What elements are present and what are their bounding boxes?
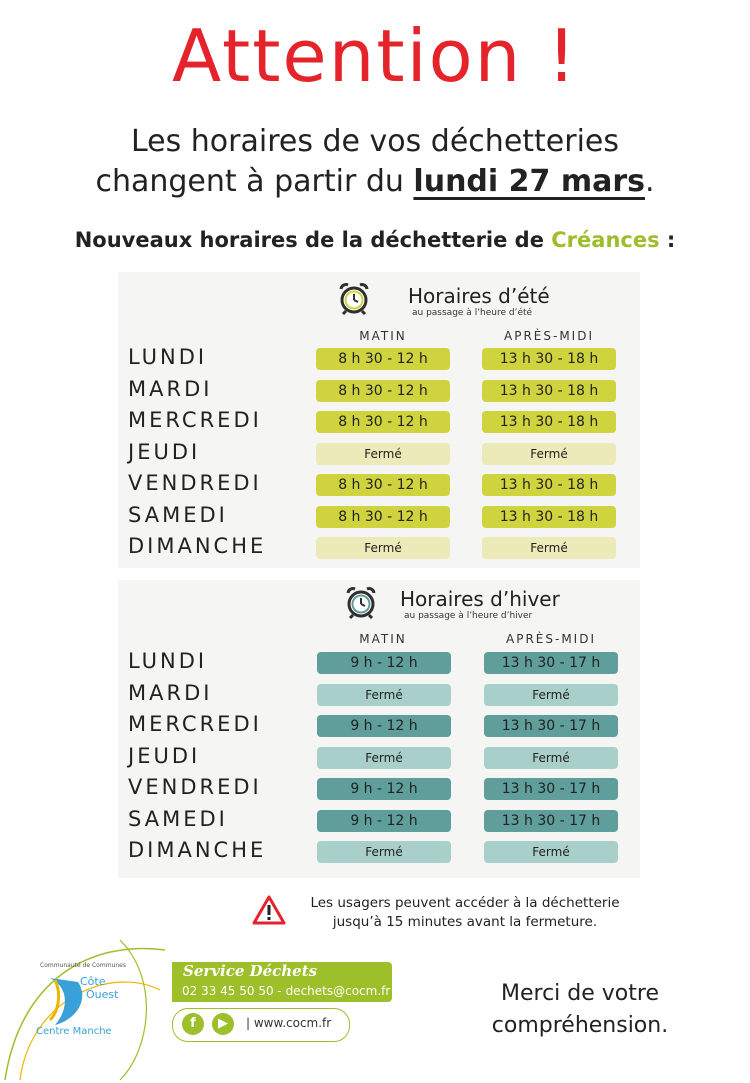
summer-day-label: DIMANCHE	[128, 534, 267, 558]
service-contact: 02 33 45 50 50 - dechets@cocm.fr	[182, 984, 391, 998]
thanks-message	[460, 978, 700, 1042]
winter-morning-hours: Fermé	[317, 684, 451, 706]
page-title: Attention !	[171, 14, 579, 98]
winter-afternoon-hours: 13 h 30 - 17 h	[484, 778, 618, 800]
cocm-logo-swooshes	[0, 920, 170, 1083]
new-hours-prefix: Nouveaux horaires de la déchetterie de	[74, 228, 552, 252]
service-title: Service Déchets	[183, 962, 318, 980]
summer-day-label: JEUDI	[128, 439, 201, 464]
winter-afternoon-hours: Fermé	[484, 684, 618, 706]
website-link[interactable]: | www.cocm.fr	[246, 1016, 332, 1030]
alarm-clock-icon	[343, 584, 379, 620]
summer-afternoon-hours: 13 h 30 - 18 h	[482, 506, 616, 528]
thanks-line1: Merci de votre	[501, 981, 659, 1006]
winter-day-label: DIMANCHE	[128, 838, 267, 862]
summer-morning-hours: 8 h 30 - 12 h	[316, 380, 450, 402]
town-name: Créances	[551, 228, 660, 252]
headline-line2	[0, 164, 750, 199]
warning-triangle-icon	[252, 894, 286, 926]
summer-morning-hours: Fermé	[316, 537, 450, 559]
winter-morning-hours: 9 h - 12 h	[317, 715, 451, 737]
winter-subtitle: au passage à l’heure d’hiver	[404, 611, 533, 621]
change-date: lundi 27 mars	[413, 164, 645, 199]
winter-morning-hours: 9 h - 12 h	[317, 810, 451, 832]
winter-day-label: SAMEDI	[128, 806, 228, 831]
summer-afternoon-hours: 13 h 30 - 18 h	[482, 380, 616, 402]
summer-afternoon-hours: 13 h 30 - 18 h	[482, 348, 616, 370]
winter-morning-hours: 9 h - 12 h	[317, 652, 451, 674]
logo-top-text: Communauté de Communes	[40, 962, 126, 969]
new-hours-suffix: :	[659, 228, 676, 252]
logo-cote: Côte	[80, 975, 106, 988]
youtube-icon[interactable]: ▶	[212, 1013, 234, 1035]
winter-afternoon-hours: 13 h 30 - 17 h	[484, 652, 618, 674]
summer-morning-hours: 8 h 30 - 12 h	[316, 348, 450, 370]
winter-afternoon-hours: Fermé	[484, 841, 618, 863]
headline-prefix: changent à partir du	[95, 164, 414, 199]
winter-morning-hours: Fermé	[317, 747, 451, 769]
headline-suffix: .	[644, 164, 655, 199]
facebook-icon[interactable]: f	[182, 1013, 204, 1035]
new-hours-heading	[0, 228, 750, 252]
winter-col-morning: MATIN	[359, 632, 407, 646]
summer-day-label: MERCREDI	[128, 408, 262, 432]
summer-afternoon-hours: Fermé	[482, 537, 616, 559]
summer-afternoon-hours: Fermé	[482, 443, 616, 465]
winter-morning-hours: 9 h - 12 h	[317, 778, 451, 800]
summer-morning-hours: 8 h 30 - 12 h	[316, 411, 450, 433]
winter-day-label: VENDREDI	[128, 775, 262, 799]
summer-day-label: VENDREDI	[128, 471, 262, 495]
winter-day-label: MARDI	[128, 680, 213, 705]
summer-title: Horaires d’été	[408, 284, 550, 308]
alarm-clock-icon	[336, 280, 372, 316]
logo-ouest: Ouest	[86, 988, 119, 1001]
summer-morning-hours: 8 h 30 - 12 h	[316, 506, 450, 528]
summer-heading	[408, 284, 550, 318]
summer-afternoon-hours: 13 h 30 - 18 h	[482, 474, 616, 496]
summer-afternoon-hours: 13 h 30 - 18 h	[482, 411, 616, 433]
winter-day-label: LUNDI	[128, 649, 208, 673]
winter-afternoon-hours: Fermé	[484, 747, 618, 769]
summer-col-afternoon: APRÈS-MIDI	[504, 329, 594, 343]
notice-line1: Les usagers peuvent accéder à la déchetterie	[310, 895, 620, 911]
winter-afternoon-hours: 13 h 30 - 17 h	[484, 715, 618, 737]
winter-heading	[400, 587, 560, 621]
summer-day-label: MARDI	[128, 376, 213, 401]
summer-morning-hours: 8 h 30 - 12 h	[316, 474, 450, 496]
access-notice	[290, 894, 640, 932]
winter-day-label: MERCREDI	[128, 712, 262, 736]
headline-line1: Les horaires de vos déchetteries	[130, 124, 620, 159]
summer-day-label: SAMEDI	[128, 502, 228, 527]
notice-line2: jusqu’à 15 minutes avant la fermeture.	[332, 914, 598, 930]
winter-col-afternoon: APRÈS-MIDI	[506, 632, 596, 646]
winter-afternoon-hours: 13 h 30 - 17 h	[484, 810, 618, 832]
thanks-line2: compréhension.	[491, 1013, 669, 1038]
summer-col-morning: MATIN	[359, 329, 407, 343]
summer-day-label: LUNDI	[128, 345, 208, 369]
winter-morning-hours: Fermé	[317, 841, 451, 863]
logo-bottom: Centre Manche	[36, 1026, 112, 1037]
summer-morning-hours: Fermé	[316, 443, 450, 465]
summer-subtitle: au passage à l’heure d’été	[412, 308, 533, 318]
winter-title: Horaires d’hiver	[400, 587, 560, 611]
winter-day-label: JEUDI	[128, 743, 201, 768]
